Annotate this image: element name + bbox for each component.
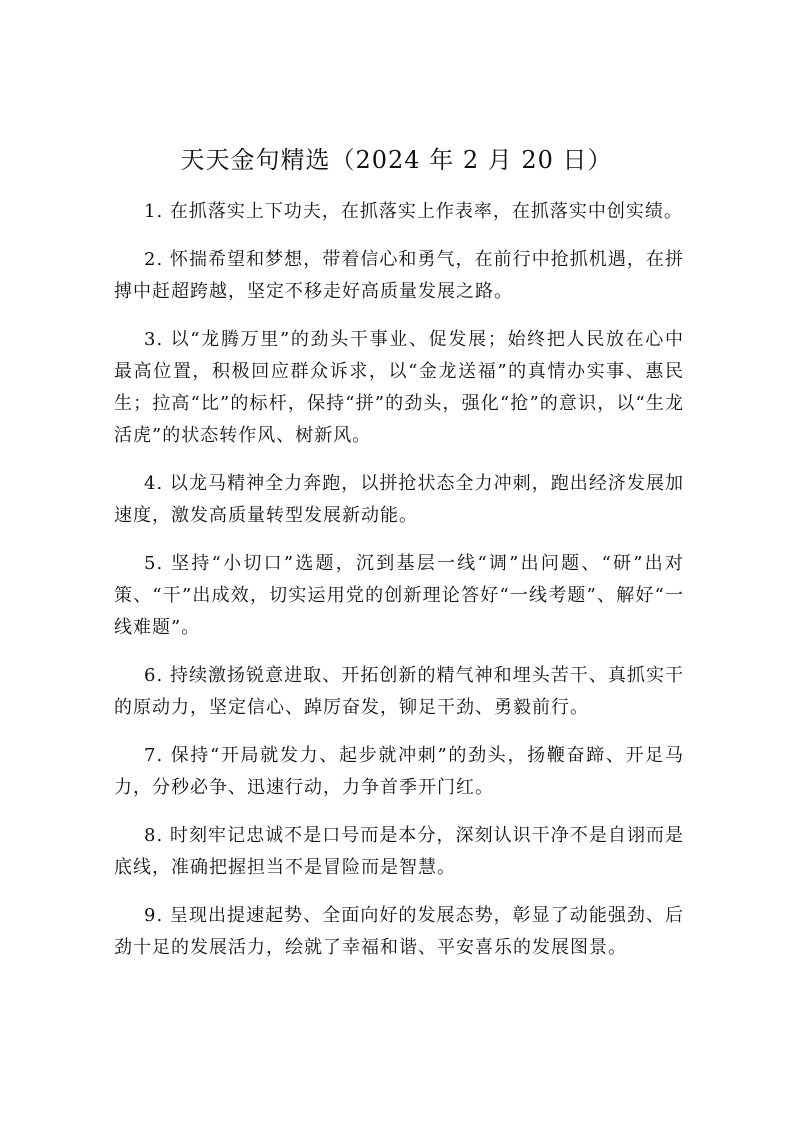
quote-item-9: 9. 呈现出提速起势、全面向好的发展态势，彰显了动能强劲、后劲十足的发展活力，绘就了幸福和谐、平安喜乐的发展图景。 (114, 905, 684, 958)
quote-item-4: 4. 以龙马精神全力奔跑，以拼抢状态全力冲刺，跑出经济发展加速度，激发高质量转型发展新动能。 (114, 473, 684, 526)
quote-item-3: 3. 以“龙腾万里”的劲头干事业、促发展；始终把人民放在心中最高位置，积极回应群众诉求，以“金龙送福”的真情办实事、惠民生；拉高“比”的标杆，保持“拼”的劲头，强化“抢”的意识，以“生龙活虎”的状态转作风、树新风。 (114, 329, 684, 446)
quote-item-8: 8. 时刻牢记忠诚不是口号而是本分，深刻认识干净不是自诩而是底线，准确把握担当不是冒险而是智慧。 (114, 825, 684, 878)
page-title: 天天金句精选（2024 年 2 月 20 日） (180, 146, 613, 174)
quote-item-5: 5. 坚持“小切口”选题，沉到基层一线“调”出问题、“研”出对策、“干”出成效，切实运用党的创新理论答好“一线考题”、解好“一线难题”。 (114, 553, 684, 638)
quote-list (114, 196, 684, 980)
quote-item-7: 7. 保持“开局就发力、起步就冲刺”的劲头，扬鞭奋蹄、开足马力，分秒必争、迅速行动，力争首季开门红。 (114, 745, 684, 798)
quote-item-1: 1. 在抓落实上下功夫，在抓落实上作表率，在抓落实中创实绩。 (144, 201, 683, 222)
quote-item-6: 6. 持续激扬锐意进取、开拓创新的精气神和埋头苦干、真抓实干的原动力，坚定信心、踔厉奋发，铆足干劲、勇毅前行。 (114, 665, 684, 718)
quote-item-2: 2. 怀揣希望和梦想，带着信心和勇气，在前行中抢抓机遇，在拼搏中赶超跨越，坚定不移走好高质量发展之路。 (114, 249, 684, 302)
